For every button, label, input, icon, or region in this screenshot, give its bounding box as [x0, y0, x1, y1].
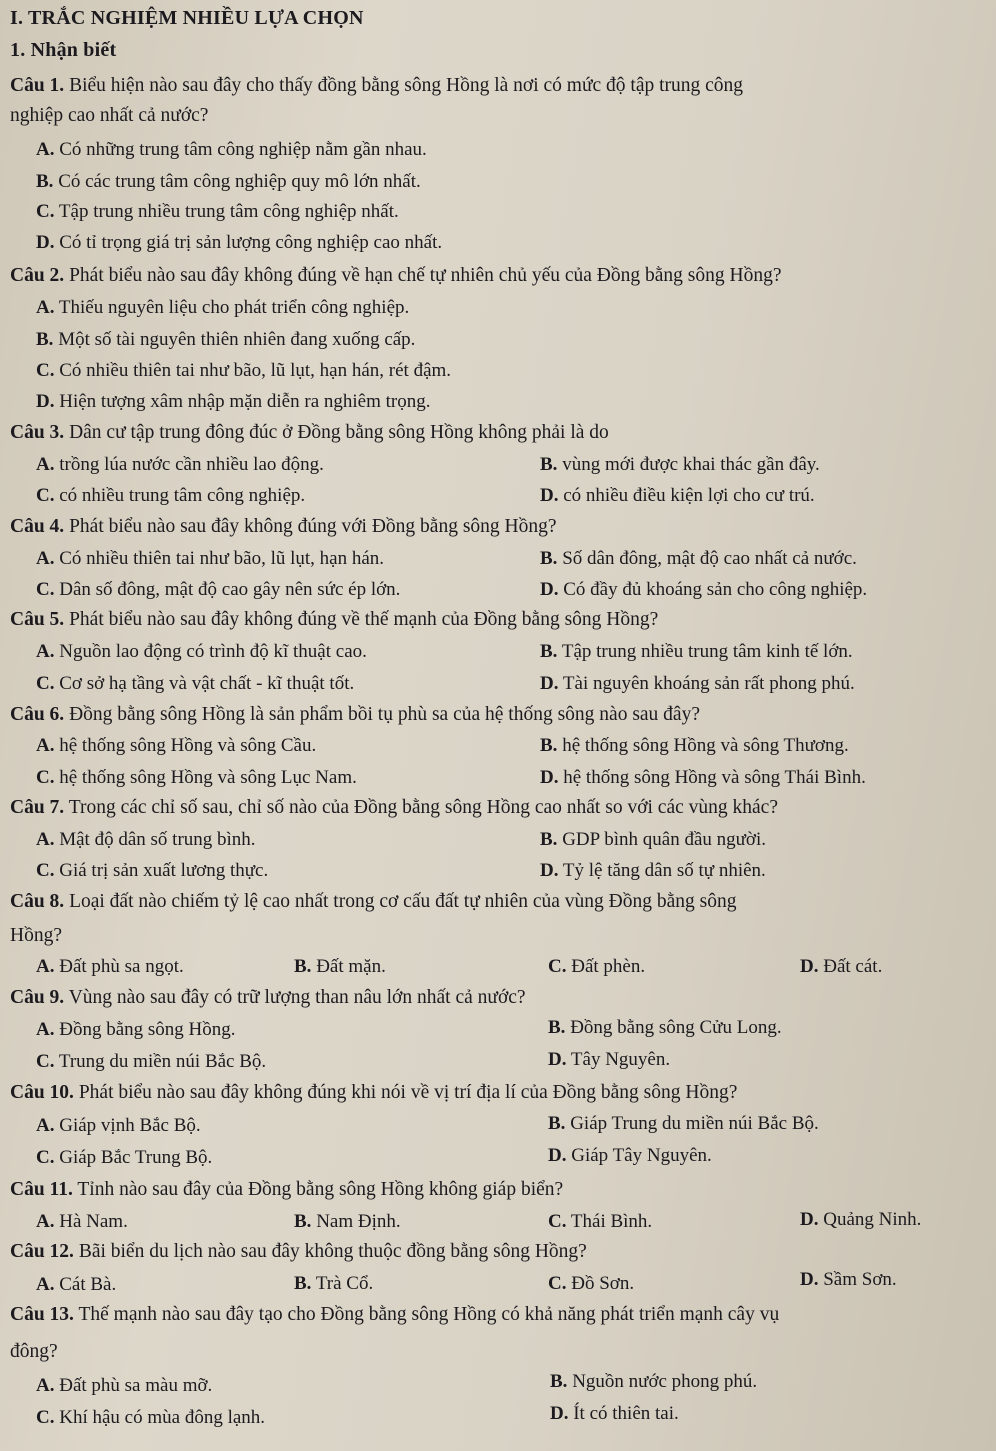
- question-13: [10, 1303, 779, 1327]
- question-number: Câu 7.: [10, 797, 65, 818]
- question-text: Phát biểu nào sau đây không đúng khi nói về vị trí địa lí của Đồng bằng sông Hồng?: [78, 1082, 738, 1103]
- question-1: [10, 74, 743, 98]
- option-d: D. Sầm Sơn.: [800, 1269, 897, 1290]
- option-c: C. Thái Bình.: [548, 1211, 653, 1232]
- question-text: Vùng nào sau đây có trữ lượng than nâu lớn nhất cả nước?: [68, 987, 526, 1008]
- question-6: [10, 703, 700, 727]
- option-a: A. Nguồn lao động có trình độ kĩ thuật cao.: [36, 641, 367, 662]
- option-b: B. Có các trung tâm công nghiệp quy mô lớn nhất.: [36, 171, 421, 192]
- option-d: D. Tài nguyên khoáng sản rất phong phú.: [540, 673, 855, 694]
- question-number: Câu 3.: [10, 422, 65, 443]
- option-c: C. Đồ Sơn.: [548, 1273, 635, 1294]
- option-d: D. Giáp Tây Nguyên.: [548, 1145, 712, 1166]
- question-text: Trong các chỉ số sau, chỉ số nào của Đồng bằng sông Hồng cao nhất so với các vùng khác?: [68, 797, 778, 818]
- question-4: [10, 515, 557, 539]
- question-number: Câu 13.: [10, 1304, 74, 1325]
- question-2: [10, 264, 781, 288]
- question-text: Phát biểu nào sau đây không đúng về hạn chế tự nhiên chủ yếu của Đồng bằng sông Hồng?: [69, 265, 782, 286]
- question-number: Câu 4.: [10, 516, 65, 537]
- option-c: C. Trung du miền núi Bắc Bộ.: [36, 1051, 267, 1072]
- question-11: [10, 1178, 563, 1202]
- option-c: C. Tập trung nhiều trung tâm công nghiệp nhất.: [36, 201, 399, 222]
- option-b: B. Trà Cổ.: [294, 1273, 374, 1294]
- option-d: D. Có tỉ trọng giá trị sản lượng công nghiệp cao nhất.: [36, 232, 443, 253]
- question-number: Câu 8.: [10, 891, 65, 912]
- question-number: Câu 1.: [10, 75, 65, 96]
- question-text-continued: đông?: [10, 1341, 58, 1362]
- question-text: Đồng bằng sông Hồng là sản phẩm bồi tụ phù sa của hệ thống sông nào sau đây?: [69, 704, 700, 725]
- question-number: Câu 5.: [10, 609, 65, 630]
- question-text: Dân cư tập trung đông đúc ở Đồng bằng sông Hồng không phải là do: [69, 422, 609, 443]
- question-3: [10, 421, 609, 445]
- option-c: C. Đất phèn.: [548, 956, 646, 977]
- question-8: [10, 890, 737, 914]
- option-a: A. Hà Nam.: [36, 1211, 128, 1232]
- option-a: A. Thiếu nguyên liệu cho phát triển công nghiệp.: [36, 297, 410, 318]
- question-number: Câu 11.: [10, 1179, 73, 1200]
- option-a: A. Đất phù sa ngọt.: [36, 956, 184, 977]
- option-a: A. Có nhiều thiên tai như bão, lũ lụt, hạn hán.: [36, 548, 385, 569]
- question-number: Câu 6.: [10, 704, 65, 725]
- question-text: Biểu hiện nào sau đây cho thấy đồng bằng sông Hồng là nơi có mức độ tập trung công: [69, 75, 744, 96]
- option-a: A. Mật độ dân số trung bình.: [36, 829, 256, 850]
- option-d: D. Quảng Ninh.: [800, 1209, 922, 1230]
- question-text-continued: Hồng?: [10, 925, 62, 946]
- option-d: D. Tỷ lệ tăng dân số tự nhiên.: [540, 860, 766, 881]
- section-title: I. TRẮC NGHIỆM NHIỀU LỰA CHỌN: [10, 7, 364, 29]
- option-c: C. hệ thống sông Hồng và sông Lục Nam.: [36, 767, 357, 788]
- question-number: Câu 12.: [10, 1241, 74, 1262]
- option-b: B. Đất mặn.: [294, 956, 386, 977]
- question-text: Phát biểu nào sau đây không đúng về thế mạnh của Đồng bằng sông Hồng?: [69, 609, 659, 630]
- option-a: A. Có những trung tâm công nghiệp nằm gần nhau.: [36, 139, 427, 160]
- option-b: B. GDP bình quân đầu người.: [540, 829, 767, 850]
- question-text: Tỉnh nào sau đây của Đồng bằng sông Hồng không giáp biển?: [77, 1179, 564, 1200]
- option-b: B. Đồng bằng sông Cửu Long.: [548, 1017, 782, 1038]
- option-b: B. Tập trung nhiều trung tâm kinh tế lớn.: [540, 641, 853, 662]
- option-c: C. Cơ sở hạ tầng và vật chất - kĩ thuật tốt.: [36, 673, 355, 694]
- question-7: [10, 796, 778, 820]
- option-c: C. Dân số đông, mật độ cao gây nên sức ép lớn.: [36, 579, 401, 600]
- option-a: A. Đồng bằng sông Hồng.: [36, 1019, 236, 1040]
- option-c: C. có nhiều trung tâm công nghiệp.: [36, 485, 306, 506]
- option-b: B. Nam Định.: [294, 1211, 401, 1232]
- question-text: Thế mạnh nào sau đây tạo cho Đồng bằng sông Hồng có khả năng phát triển mạnh cây vụ: [78, 1304, 780, 1325]
- question-text: Loại đất nào chiếm tỷ lệ cao nhất trong cơ cấu đất tự nhiên của vùng Đồng bằng sông: [69, 891, 737, 912]
- question-number: Câu 9.: [10, 987, 65, 1008]
- option-d: D. Đất cát.: [800, 956, 883, 977]
- question-text: Bãi biển du lịch nào sau đây không thuộc đồng bằng sông Hồng?: [78, 1241, 587, 1262]
- option-d: D. Ít có thiên tai.: [550, 1403, 679, 1424]
- option-d: D. có nhiều điều kiện lợi cho cư trú.: [540, 485, 815, 506]
- option-b: B. Nguồn nước phong phú.: [550, 1371, 758, 1392]
- question-number: Câu 2.: [10, 265, 65, 286]
- option-b: B. hệ thống sông Hồng và sông Thương.: [540, 735, 849, 756]
- option-c: C. Khí hậu có mùa đông lạnh.: [36, 1407, 266, 1428]
- option-c: C. Giáp Bắc Trung Bộ.: [36, 1147, 213, 1168]
- option-d: D. hệ thống sông Hồng và sông Thái Bình.: [540, 767, 866, 788]
- option-a: A. trồng lúa nước cần nhiều lao động.: [36, 454, 324, 475]
- option-d: D. Tây Nguyên.: [548, 1049, 671, 1070]
- option-d: D. Hiện tượng xâm nhập mặn diễn ra nghiêm trọng.: [36, 391, 431, 412]
- option-b: B. Số dân đông, mật độ cao nhất cả nước.: [540, 548, 857, 569]
- subsection-title: 1. Nhận biết: [10, 39, 117, 61]
- option-a: A. Đất phù sa màu mỡ.: [36, 1375, 213, 1396]
- option-a: A. hệ thống sông Hồng và sông Cầu.: [36, 735, 317, 756]
- question-10: [10, 1081, 737, 1105]
- option-b: B. Một số tài nguyên thiên nhiên đang xuống cấp.: [36, 329, 416, 350]
- option-d: D. Có đầy đủ khoáng sản cho công nghiệp.: [540, 579, 868, 600]
- question-text: Phát biểu nào sau đây không đúng với Đồng bằng sông Hồng?: [69, 516, 557, 537]
- question-5: [10, 608, 658, 632]
- question-12: [10, 1240, 587, 1264]
- question-9: [10, 986, 526, 1010]
- option-c: C. Giá trị sản xuất lương thực.: [36, 860, 269, 881]
- option-b: B. vùng mới được khai thác gần đây.: [540, 454, 820, 475]
- question-number: Câu 10.: [10, 1082, 74, 1103]
- option-c: C. Có nhiều thiên tai như bão, lũ lụt, hạn hán, rét đậm.: [36, 360, 452, 381]
- option-b: B. Giáp Trung du miền núi Bắc Bộ.: [548, 1113, 819, 1134]
- option-a: A. Cát Bà.: [36, 1274, 117, 1295]
- question-text-continued: nghiệp cao nhất cả nước?: [10, 105, 209, 126]
- option-a: A. Giáp vịnh Bắc Bộ.: [36, 1115, 201, 1136]
